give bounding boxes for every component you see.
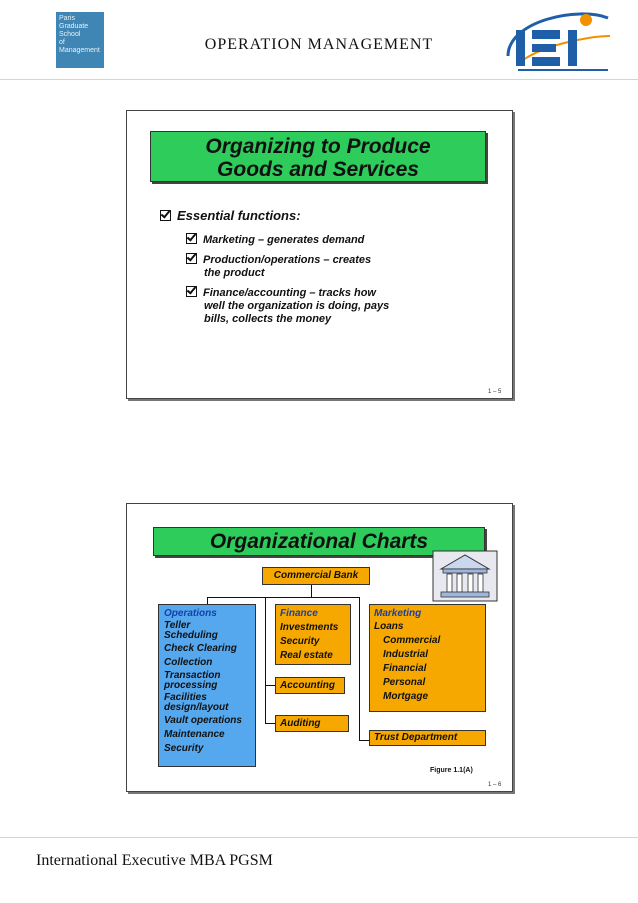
org-node-item: Investments — [280, 622, 339, 633]
connector-line — [359, 740, 369, 741]
org-node-commercial-bank: Commercial Bank — [262, 567, 370, 585]
slide-number: 1 – 5 — [488, 389, 502, 395]
org-node-marketing — [369, 604, 486, 712]
checkbox-icon — [186, 253, 197, 264]
org-node-item: Collection — [164, 657, 213, 668]
iei-logo — [498, 6, 614, 76]
org-node-finance — [275, 604, 351, 665]
org-node-item: Transaction — [164, 670, 221, 681]
org-node-heading: Marketing — [374, 608, 422, 619]
sub-bullet-text: Finance/accounting – tracks how — [203, 287, 376, 299]
org-node-item: Security — [280, 636, 320, 647]
checkbox-icon — [186, 286, 197, 297]
slide-1-title — [150, 131, 486, 182]
main-bullet-text: Essential functions: — [177, 208, 301, 223]
org-node-item: Personal — [383, 677, 426, 688]
org-node-item: Financial — [383, 663, 427, 674]
logo-line: Paris — [59, 15, 75, 22]
logo-line: Management — [59, 47, 100, 54]
sub-bullet — [186, 286, 389, 326]
sub-bullet-text: the product — [204, 267, 265, 279]
org-node-operations — [158, 604, 256, 767]
org-node-item: Security — [164, 743, 204, 754]
org-node-accounting: Accounting — [275, 677, 345, 694]
org-node-item: Scheduling — [164, 630, 218, 641]
sub-bullet-text: well the organization is doing, pays — [204, 300, 390, 312]
connector-line — [207, 597, 360, 598]
checkbox-icon — [160, 210, 171, 221]
sub-bullet-text: Marketing – generates demand — [203, 234, 365, 246]
header-divider — [0, 79, 638, 80]
footer-divider — [0, 837, 638, 838]
org-node-auditing: Auditing — [275, 715, 349, 732]
org-node-item: Facilities — [164, 692, 207, 703]
org-node-item: Commercial — [383, 635, 441, 646]
org-node-item: processing — [164, 680, 218, 691]
sub-bullet — [186, 233, 364, 247]
logo-line: School — [59, 31, 81, 38]
connector-line — [265, 685, 275, 686]
org-node-trust-department: Trust Department — [369, 730, 486, 746]
connector-line — [265, 597, 266, 724]
connector-line — [265, 723, 275, 724]
slide-1-title-line: Goods and Services — [217, 158, 419, 181]
logo-line: Graduate — [59, 23, 89, 30]
org-node-item: design/layout — [164, 702, 229, 713]
figure-label: Figure 1.1(A) — [430, 767, 473, 774]
org-node-item: Maintenance — [164, 729, 225, 740]
org-node-item: Mortgage — [383, 691, 428, 702]
slide-1-title-line: Organizing to Produce — [205, 135, 431, 158]
main-bullet — [160, 208, 301, 223]
org-node-item: Industrial — [383, 649, 429, 660]
slide-number: 1 – 6 — [488, 782, 502, 788]
org-node-item: Check Clearing — [164, 643, 237, 654]
org-node-heading: Operations — [164, 608, 217, 619]
org-node-item: Real estate — [280, 650, 333, 661]
footer-text: International Executive MBA PGSM — [36, 852, 273, 869]
logo-line: of — [59, 39, 65, 46]
checkbox-icon — [186, 233, 197, 244]
connector-line — [359, 597, 360, 740]
sub-bullet-text: Production/operations – creates — [203, 254, 372, 266]
org-node-item: Loans — [374, 621, 404, 632]
bank-building-icon — [431, 547, 499, 603]
slide-2-title: Organizational Charts — [153, 527, 485, 556]
page-title: OPERATION MANAGEMENT — [204, 36, 434, 53]
org-node-item: Vault operations — [164, 715, 242, 726]
org-node-item: Teller — [164, 620, 191, 631]
sub-bullet-text: bills, collects the money — [204, 313, 332, 325]
org-node-heading: Finance — [280, 608, 318, 619]
sub-bullet — [186, 253, 371, 280]
